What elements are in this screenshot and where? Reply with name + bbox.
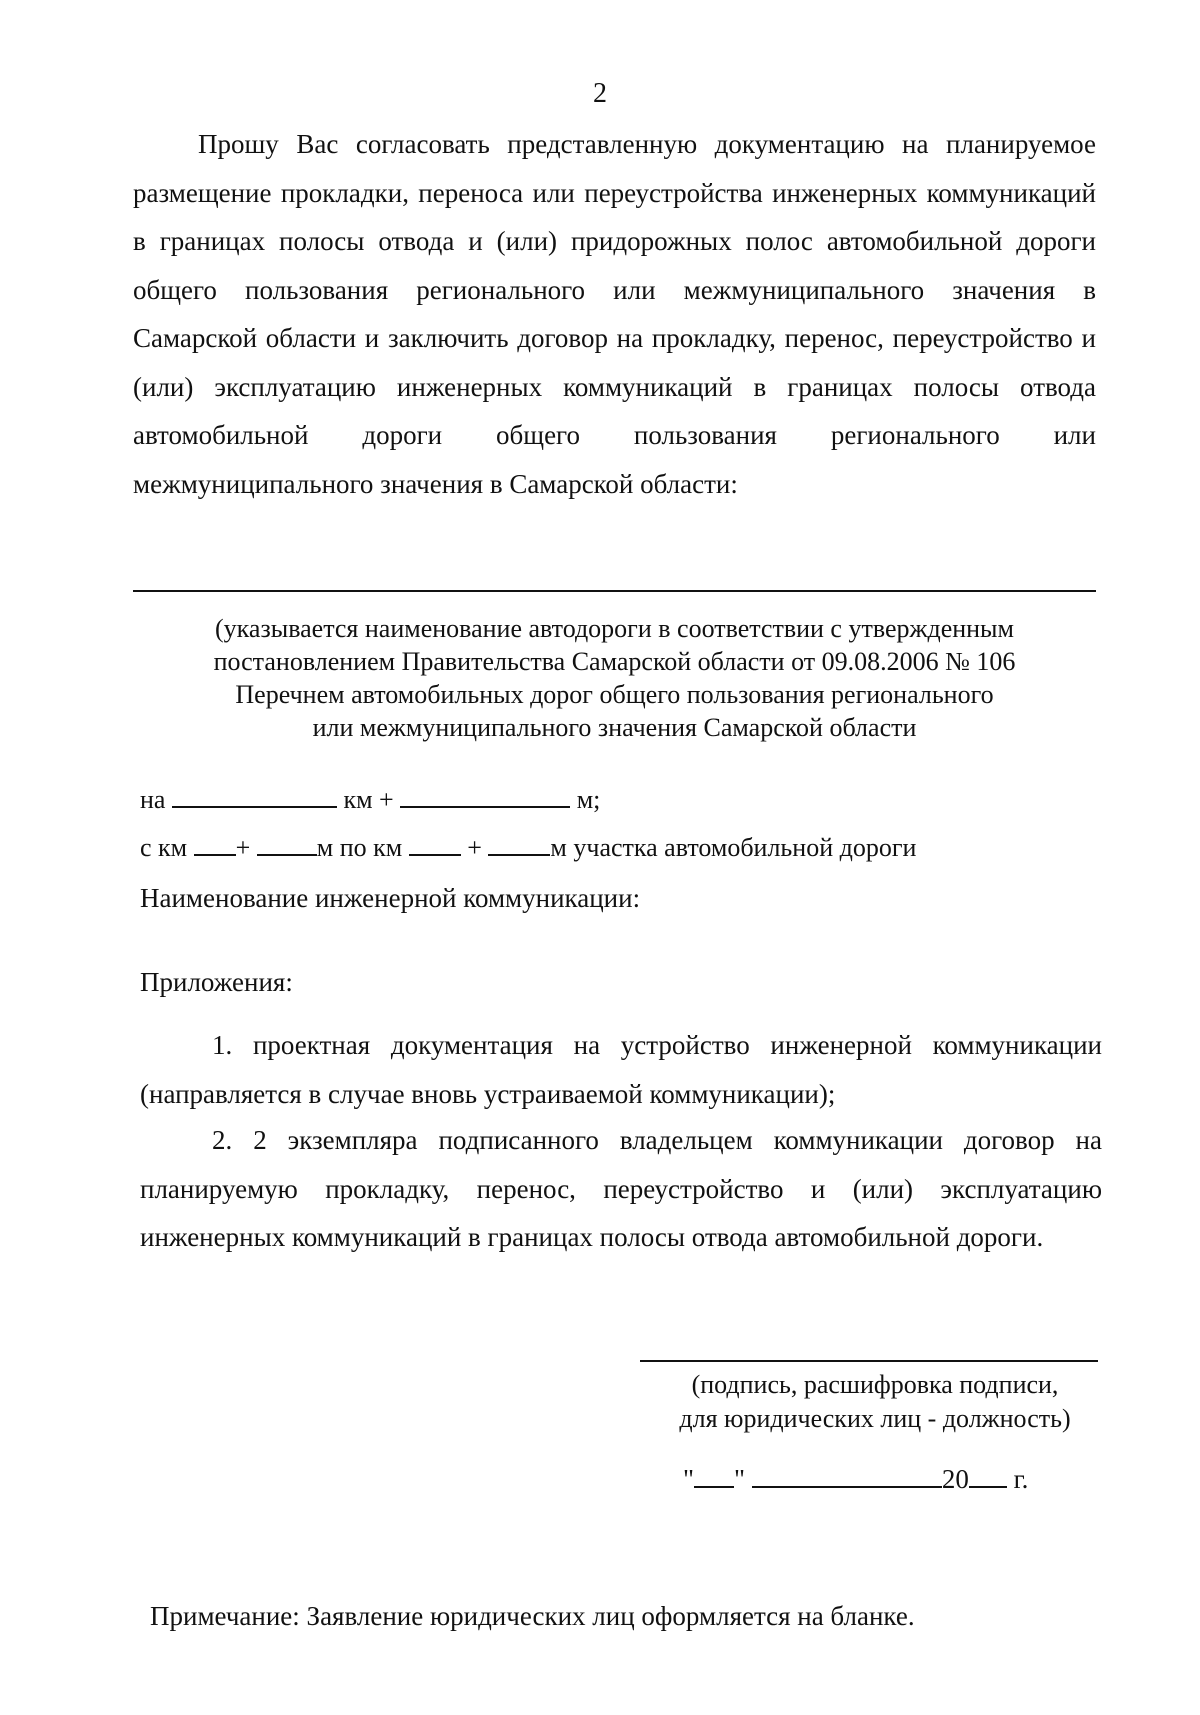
day-field[interactable] <box>694 1464 734 1488</box>
attachment-item-1: 1. проектная документация на устройство инженерной коммуникации (направляется в случае вновь устраиваемой коммуникации); <box>140 1030 1102 1109</box>
attachment-item-2: 2. 2 экземпляра подписанного владельцем коммуникации договор на планируемую прокладку, перенос, переустройство и (или) эксплуатацию инженерных коммуникаций в границах полосы отвода автомобильной дороги. <box>140 1125 1102 1252</box>
communication-label: Наименование инженерной коммуникации: <box>140 883 641 913</box>
road-name-line <box>133 590 1096 592</box>
signature-caption-line-2: для юридических лиц - должность) <box>679 1404 1071 1433</box>
from-m-field[interactable] <box>257 832 317 856</box>
m-label: м; <box>576 785 601 814</box>
quote-close: " <box>734 1464 746 1494</box>
year-suffix: г. <box>1013 1464 1029 1494</box>
signature-caption-line-1: (подпись, расшифровка подписи, <box>691 1370 1059 1399</box>
section-line <box>140 832 916 864</box>
na-label: на <box>140 785 166 814</box>
quote-open: " <box>683 1464 695 1494</box>
to-km-field[interactable] <box>409 832 461 856</box>
plus-label-2: + <box>467 833 482 862</box>
signature-caption <box>640 1368 1110 1436</box>
request-paragraph: Прошу Вас согласовать представленную документацию на планируемое размещение прокладки, переноса или переустройства инженерных коммуникаций в границах полосы отвода и (или) придорожных полос автомобильной дороги общего пользования регионального или межмуниципального значения в Самарской области и заключить договор на прокладку, перенос, переустройство и (или) эксплуатацию инженерных коммуникаций в границах полосы отвода автомобильной дороги общего пользования регионального или межмуниципального значения в Самарской области: <box>133 129 1096 499</box>
km-field[interactable] <box>172 784 337 808</box>
to-m-field[interactable] <box>488 832 550 856</box>
road-caption-line-4: или межмуниципального значения Самарской области <box>312 713 917 742</box>
month-field[interactable] <box>752 1464 942 1488</box>
attachments-title: Приложения: <box>140 967 293 997</box>
road-caption-line-2: постановлением Правительства Самарской области от 09.08.2006 № 106 <box>213 647 1016 676</box>
from-km-label: с км <box>140 833 188 862</box>
year-field[interactable] <box>969 1464 1007 1488</box>
km-line <box>140 784 600 816</box>
to-km-label: м по км <box>316 833 403 862</box>
year-prefix: 20 <box>941 1464 969 1494</box>
date-line <box>683 1463 1028 1495</box>
m-field[interactable] <box>400 784 570 808</box>
road-caption-line-3: Перечнем автомобильных дорог общего пользования регионального <box>235 680 994 709</box>
page-number: 2 <box>593 78 607 109</box>
road-name-caption <box>133 612 1096 744</box>
plus-label-1: + <box>235 833 251 862</box>
from-km-field[interactable] <box>194 832 236 856</box>
road-caption-line-1: (указывается наименование автодороги в соответствии с утвержденным <box>215 614 1014 643</box>
footnote: Примечание: Заявление юридических лиц оформляется на бланке. <box>150 1601 915 1631</box>
signature-line <box>640 1360 1098 1362</box>
section-label: м участка автомобильной дороги <box>550 833 917 862</box>
km-plus-label: км + <box>343 785 394 814</box>
